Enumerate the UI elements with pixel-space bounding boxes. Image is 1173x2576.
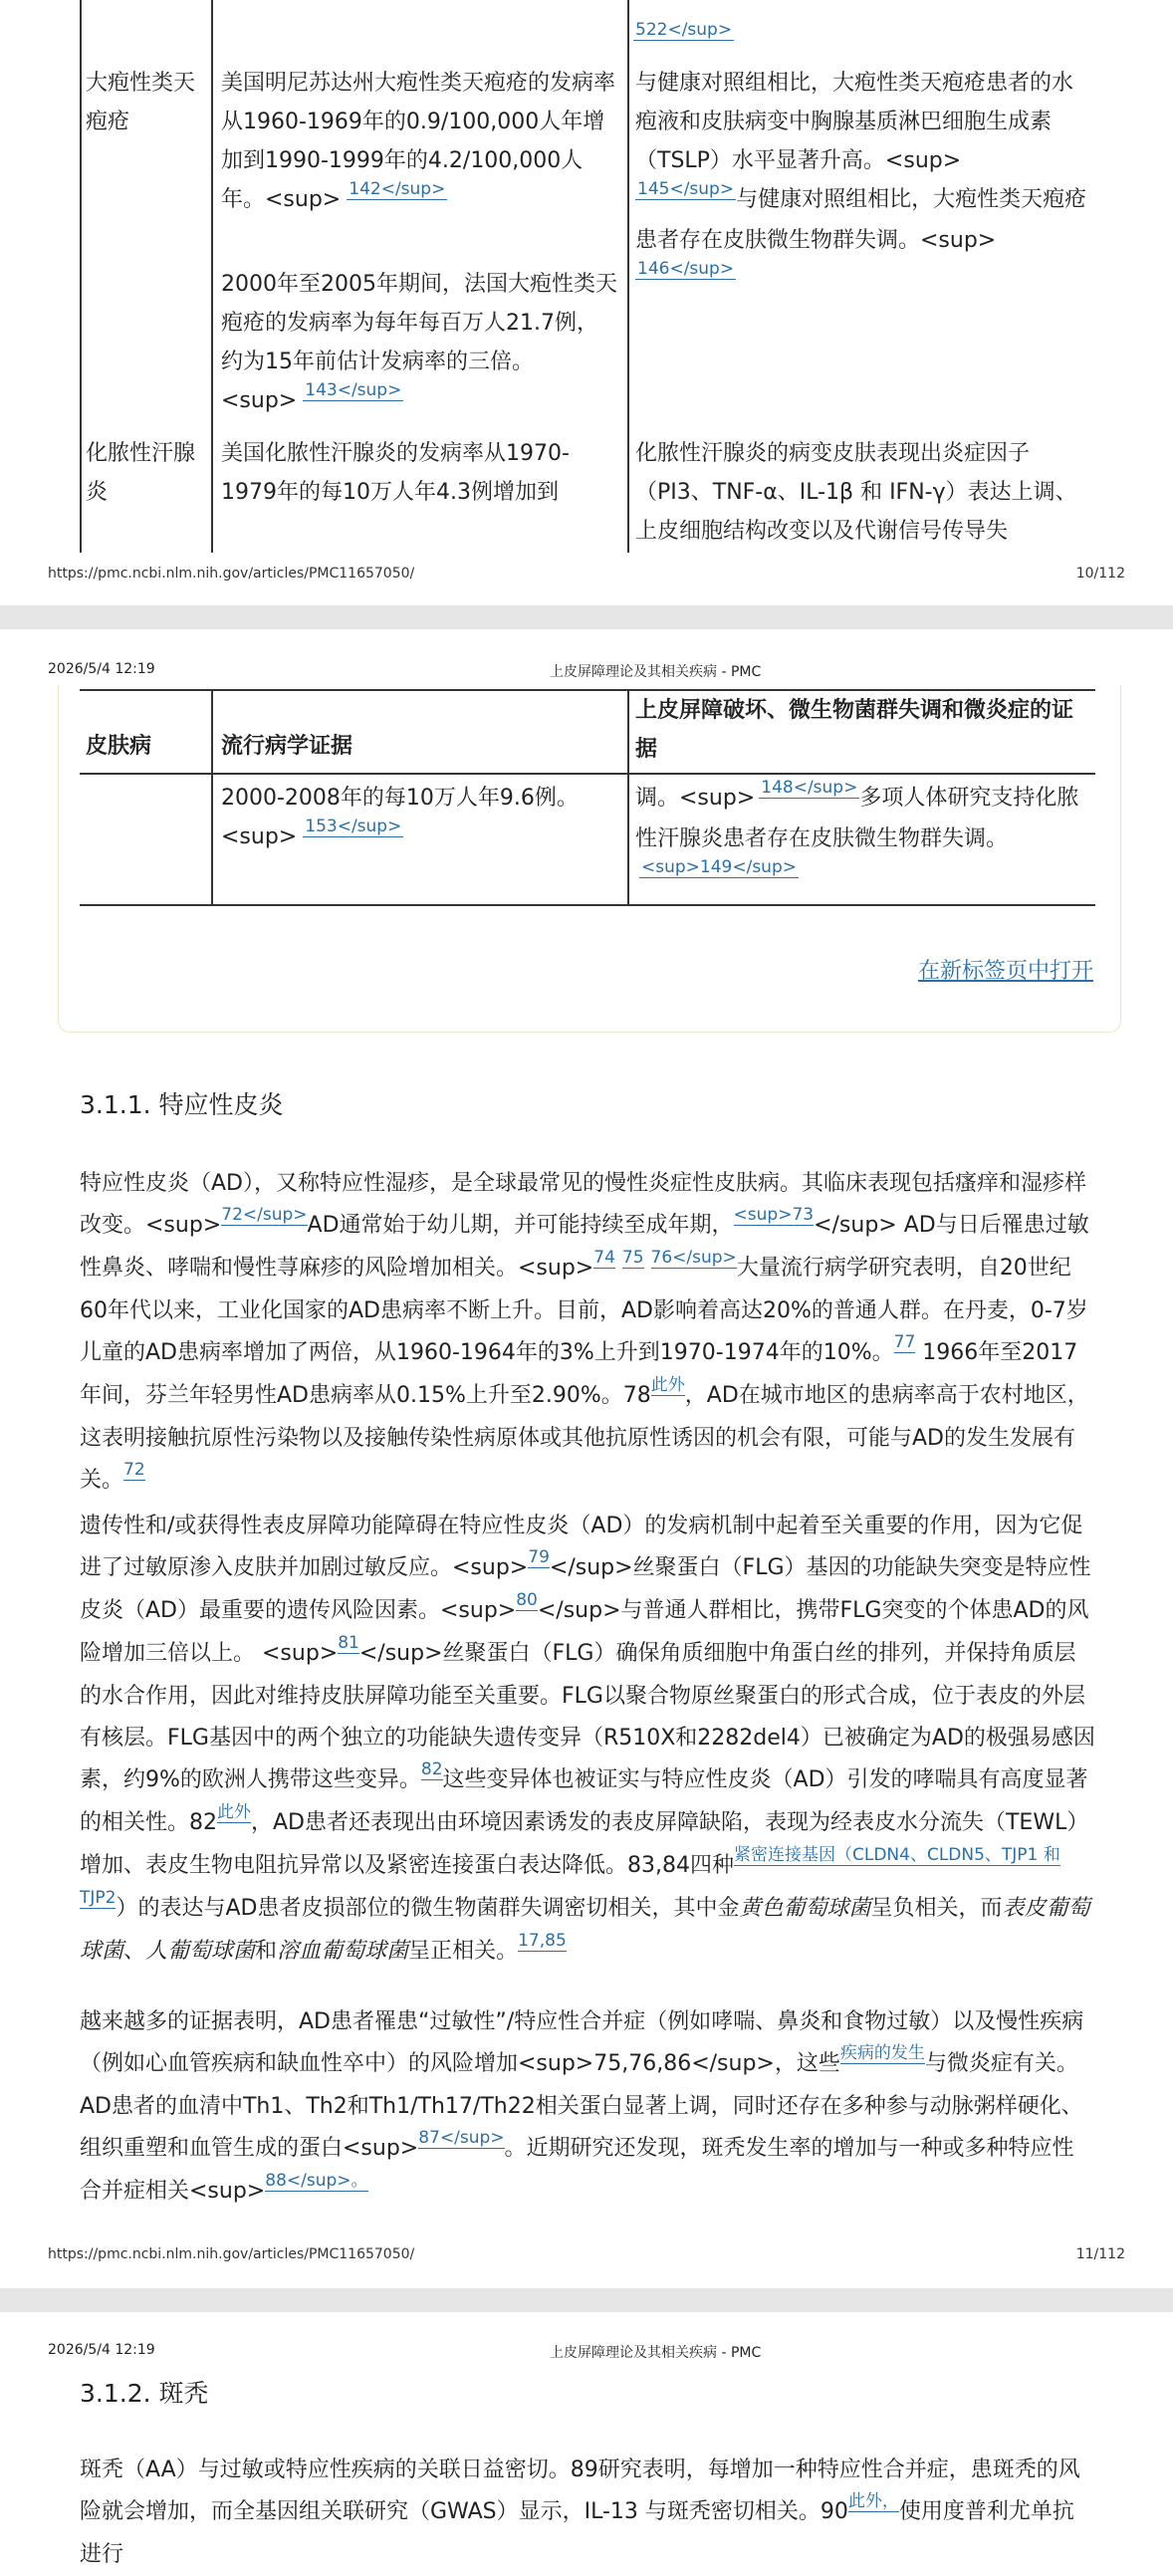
table-border xyxy=(80,904,1095,906)
citation-link[interactable]: 此外 xyxy=(217,1802,251,1822)
citation-link[interactable]: 72</sup> xyxy=(221,1205,308,1225)
section-heading: 3.1.1. 特应性皮炎 xyxy=(80,1090,284,1119)
page-12 xyxy=(0,2312,1173,2567)
table-header-epi: 流行病学证据 xyxy=(221,734,353,759)
table-header-disease: 皮肤病 xyxy=(86,734,152,759)
citation-link[interactable]: 142</sup> xyxy=(349,179,446,199)
paragraph: 斑秃（AA）与过敏或特应性疾病的关联日益密切。89研究表明，每增加一种特应性合并症，患斑秃的风险就会增加，而全基因组关联研究（GWAS）显示，IL-13 与斑秃密切相关。$90^{此外,}$使用度普利尤单抗进行 xyxy=(80,2458,1080,2567)
citation-link[interactable]: 82 xyxy=(420,1759,443,1779)
barrier-evidence: 调。<sup> $^{148</sup>}$多项人体研究支持化脓性汗腺炎患者存在皮肤微生物群失调。$^{<sup>149</sup>}$ xyxy=(635,778,1079,877)
citation-link[interactable]: 148</sup> xyxy=(761,778,858,798)
page-number: 11/112 xyxy=(1075,2246,1125,2262)
barrier-evidence: 化脓性汗腺炎的病变皮肤表现出炎症因子（PI3、TNF-α、IL-1β 和 IFN-γ）表达上调、上皮细胞结构改变以及代谢信号传导失 xyxy=(635,441,1077,544)
print-title: 上皮屏障理论及其相关疾病 - PMC xyxy=(550,2345,762,2361)
citation-link[interactable]: 此外， xyxy=(847,2491,899,2511)
page-separator xyxy=(0,2288,1173,2312)
citation-link[interactable]: 紧密连接基因（CLDN4、CLDN5、TJP1 和TJP2 xyxy=(80,1845,1060,1908)
disease-name: 化脓性汗腺炎 xyxy=(86,441,196,505)
table-border xyxy=(211,0,213,553)
citation-link[interactable]: 153</sup> xyxy=(305,817,402,836)
page-number: 10/112 xyxy=(1075,566,1125,582)
citation-link[interactable]: 72 xyxy=(123,1460,145,1480)
citation-link[interactable]: 145</sup> xyxy=(637,179,735,199)
table-border xyxy=(211,689,213,904)
epi-evidence: 美国明尼苏达州大疱性类天疱疮的发病率从1960-1969年的0.9/100,000人年增加到1990-1999年的4.2/100,000人年。<sup> $^{142</sup>}$ xyxy=(221,71,616,212)
citation-link[interactable]: 此外 xyxy=(650,1375,685,1395)
open-in-new-tab-link[interactable]: 在新标签页中打开 xyxy=(917,959,1093,984)
citation-link[interactable]: <sup>73 xyxy=(733,1205,815,1225)
citation-link[interactable]: 17,85 xyxy=(518,1931,567,1951)
citation-link[interactable]: 74 xyxy=(593,1248,615,1268)
citation-link[interactable]: 88</sup>。 xyxy=(265,2171,368,2191)
print-date: 2026/5/4 12:19 xyxy=(48,661,155,677)
citation-link[interactable]: 80 xyxy=(516,1590,538,1610)
citation-link[interactable]: 87</sup> xyxy=(418,2128,505,2148)
table-border xyxy=(627,689,629,904)
citation-link[interactable]: 79 xyxy=(528,1547,550,1567)
page-url[interactable]: https://pmc.ncbi.nlm.nih.gov/articles/PMC11657050/ xyxy=(48,2246,415,2262)
citation-link[interactable]: 143</sup> xyxy=(305,380,402,400)
citation-link[interactable]: 81 xyxy=(338,1633,359,1653)
table-border xyxy=(80,0,82,553)
paragraph: 越来越多的证据表明，AD患者罹患“过敏性”/特应性合并症（例如哮喘、鼻炎和食物过敏）以及慢性疾病（例如心血管疾病和缺血性卒中）的风险增加<sup>75,76,86</sup>，这些$^{疾病的发生}$与微炎症有关。AD患者的血清中Th1、Th2和Th1/Th17/Th22相关蛋白显著上调，同时还存在多种参与动脉粥样硬化、组织重塑和血管生成的蛋白<sup>$^{87</sup>}$。近期研究还发现，斑秃发生率的增加与一种或多种特应性合并症相关<sup>$^{88</sup>。}$ xyxy=(80,2009,1084,2204)
paragraph: 特应性皮炎（AD），又称特应性湿疹，是全球最常见的慢性炎症性皮肤病。其临床表现包括瘙痒和湿疹样改变。<sup>$^{72</sup>}$AD通常始于幼儿期，并可能持续至成年期，$^{<sup>73}$</sup> AD与日后罹患过敏性鼻炎、哮喘和慢性荨麻疹的风险增加相关。<sup>$^{74}$ $^{75}$ $^{76</sup>}$大量流行病学研究表明，自20世纪60年代以来，工业化国家的AD患病率不断上升。目前，AD影响着高达20%的普通人群。在丹麦，0-7岁儿童的AD患病率增加了两倍，从1960-1964年的3%上升到1970-1974年的10%。$^{77}$ 1966年至2017年间，芬兰年轻男性AD患病率从0.15%上升至2.90%。$78^{此外}$，AD在城市地区的患病率高于农村地区，这表明接触抗原性污染物以及接触传染性病原体或其他抗原性诱因的机会有限，可能与AD的发生发展有关。$^{72}$ xyxy=(80,1171,1089,1493)
print-date: 2026/5/4 12:19 xyxy=(48,2342,155,2358)
page-separator xyxy=(0,605,1173,629)
disease-name: 大疱性类天疱疮 xyxy=(86,71,196,134)
print-title: 上皮屏障理论及其相关疾病 - PMC xyxy=(550,664,762,680)
table-header-evidence: 上皮屏障破坏、微生物菌群失调和微炎症的证据 xyxy=(635,698,1074,762)
citation-link[interactable]: 76</sup> xyxy=(650,1248,737,1268)
citation-link[interactable]: 146</sup> xyxy=(637,259,735,279)
citation-link[interactable]: 522</sup> xyxy=(635,20,733,40)
table-border xyxy=(80,773,1095,775)
citation-link[interactable]: <sup>149</sup> xyxy=(641,857,797,877)
epi-evidence: 2000年至2005年期间，法国大疱性类天疱疮的发病率为每年每百万人21.7例，约为15年前估计发病率的三倍。<sup> $^{143</sup>}$ xyxy=(221,272,617,413)
page-url[interactable]: https://pmc.ncbi.nlm.nih.gov/articles/PMC11657050/ xyxy=(48,566,415,582)
epi-evidence: 美国化脓性汗腺炎的发病率从1970-1979年的每10万人年4.3例增加到 xyxy=(221,441,570,505)
barrier-evidence: 与健康对照组相比，大疱性类天疱疮患者的水疱液和皮肤病变中胸腺基质淋巴细胞生成素（TSLP）水平显著升高。<sup> $^{145</sup>}$与健康对照组相比，大疱性类天疱疮患者存在皮肤微生物群失调。<sup> $^{146</sup>}$ xyxy=(635,71,1087,279)
citation-link[interactable]: 疾病的发生 xyxy=(839,2043,925,2063)
page-11 xyxy=(0,629,1173,2288)
citation-link[interactable]: 77 xyxy=(893,1332,916,1352)
table-border xyxy=(627,0,629,553)
section-heading: 3.1.2. 斑秃 xyxy=(80,2379,209,2408)
paragraph: 遗传性和/或获得性表皮屏障功能障碍在特应性皮炎（AD）的发病机制中起着至关重要的作用，因为它促进了过敏原渗入皮肤并加剧过敏反应。<sup>$^{79}$</sup>丝聚蛋白（FLG）基因的功能缺失突变是特应性皮炎（AD）最重要的遗传风险因素。<sup>$^{80}$</sup>与普通人群相比，携带FLG突变的个体患AD的风险增加三倍以上。 <sup>$^{81}$</sup>丝聚蛋白（FLG）确保角质细胞中角蛋白丝的排列，并保持角质层的水合作用，因此对维持皮肤屏障功能至关重要。FLG以聚合物原丝聚蛋白的形式合成，位于表皮的外层有核层。FLG基因中的两个独立的功能缺失遗传变异（R510X和2282del4）已被确定为AD的极强易感因素，约9%的欧洲人携带这些变异。$^{82}$这些变异体也被证实与特应性皮炎（AD）引发的哮喘具有高度显著的相关性。$82^{此外}$，AD患者还表现出由环境因素诱发的表皮屏障缺陷，表现为经表皮水分流失（TEWL）增加、表皮生物电阻抗异常以及紧密连接蛋白表达降低。83,84四种$^{紧密连接基因(CLDN4、CLDN5、TJP1 和TJP2}$）的表达与AD患者皮损部位的微生物菌群失调密切相关，其中金黄色葡萄球菌呈负相关，而表皮葡萄球菌、人葡萄球菌和溶血葡萄球菌呈正相关。$^{17,85}$ xyxy=(80,1514,1095,1964)
citation-link[interactable]: 75 xyxy=(621,1248,644,1268)
epi-evidence: 2000-2008年的每10万人年9.6例。<sup> $^{153</sup>}$ xyxy=(221,786,579,849)
page-10 xyxy=(0,0,1173,597)
